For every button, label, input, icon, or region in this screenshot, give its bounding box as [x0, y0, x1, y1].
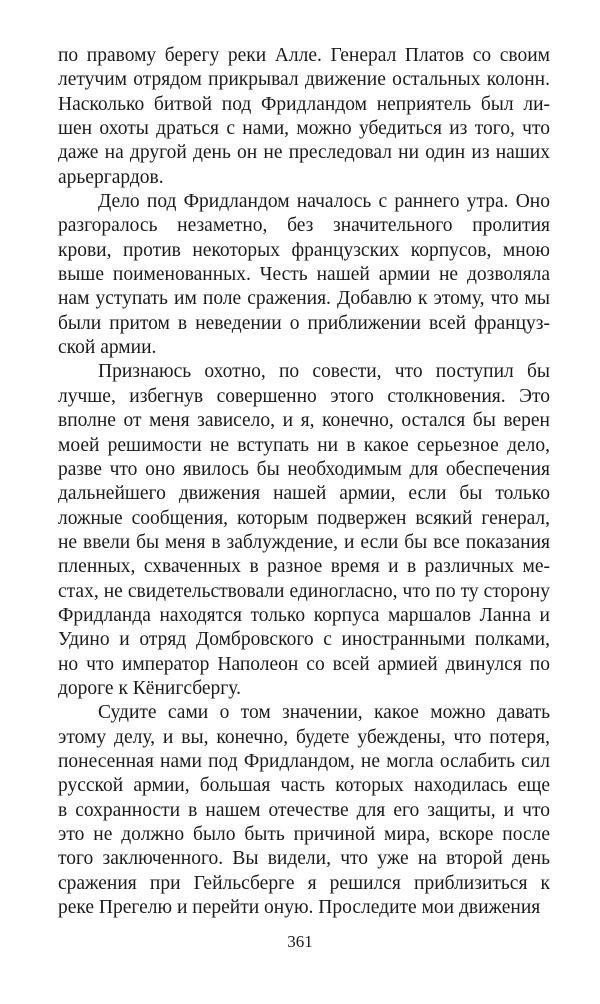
paragraph [58, 701, 550, 920]
text-line: Дело под Фридландом началось с раннего утра. Оно [98, 191, 550, 213]
text-line: были притом в неведении о приближении всей француз- [58, 312, 550, 334]
text-line: Признаюсь охотно, по совести, что поступил бы [98, 361, 550, 383]
text-line: реке Прегелю и перейти оную. Проследите мои движения [58, 897, 541, 919]
text-line: дальнейшего движения нашей армии, если бы только [58, 483, 550, 505]
text-line: Насколько битвой под Фридландом неприятель был ли- [58, 93, 550, 115]
text-line: Фридланда находятся только корпуса маршалов Ланна и [58, 604, 550, 626]
text-line: понесенная нами под Фридландом, не могла ослабить сил [58, 750, 550, 772]
text-line: сражения при Гейльсберге я решился приблизиться к [58, 872, 550, 894]
text-line: шен охоты драться с нами, можно убедиться из того, что [58, 118, 550, 140]
text-line: летучим отрядом прикрывал движение остальных колонн. [58, 69, 550, 91]
text-line: разгоралось незаметно, без значительного пролития [58, 215, 550, 237]
text-line: дороге к Кёнигсбергу. [58, 677, 241, 699]
text-line: Судите сами о том значении, какое можно давать [98, 702, 550, 724]
text-line: разве что оно явилось бы необходимым для обеспечения [58, 458, 550, 480]
text-line: ской армии. [58, 337, 157, 359]
text-line: пленных, схваченных в разное время и в различных ме- [58, 556, 550, 578]
text-line: даже на другой день он не преследовал ни один из наших [58, 142, 550, 164]
text-line: Удино и отряд Домбровского с иностранными полками, [58, 629, 550, 651]
text-line: вполне от меня зависело, и я, конечно, остался бы верен [58, 410, 550, 432]
text-line: не ввели бы меня в заблуждение, и если бы все показания [58, 531, 550, 553]
paragraph [58, 190, 550, 360]
paragraph [58, 360, 550, 701]
text-line: по правому берегу реки Алле. Генерал Платов со своим [58, 45, 550, 66]
text-line: крови, против некоторых французских корпусов, мною [58, 239, 550, 261]
text-line: в сохранности в нашем отечестве для его защиты, и что [58, 799, 550, 821]
text-line: этому делу, и вы, конечно, будете убеждены, что потеря, [58, 726, 550, 748]
text-line: лучше, избегнув совершенно этого столкновения. Это [58, 385, 550, 407]
text-line: того заключенного. Вы видели, что уже на второй день [58, 848, 550, 870]
text-line: выше поименованных. Честь нашей армии не дозволяла [58, 264, 550, 286]
text-line: ложные сообщения, которым подвержен всякий генерал, [58, 507, 550, 529]
text-line: это не должно было быть причиной мира, вскоре после [58, 824, 550, 845]
text-line: но что император Наполеон со всей армией двинулся по [58, 653, 550, 675]
page-body [58, 44, 550, 920]
text-line: моей решимости не вступать ни в какое серьезное дело, [58, 434, 550, 456]
paragraph [58, 44, 550, 190]
page-number: 361 [287, 932, 313, 951]
text-line: нам уступать им поле сражения. Добавлю к этому, что мы [58, 288, 550, 310]
text-line: арьергардов. [58, 166, 164, 188]
text-line: стах, не свидетельствовали единогласно, что по ту сторону [58, 580, 550, 602]
text-line: русской армии, большая часть которых находилась еще [58, 775, 550, 797]
